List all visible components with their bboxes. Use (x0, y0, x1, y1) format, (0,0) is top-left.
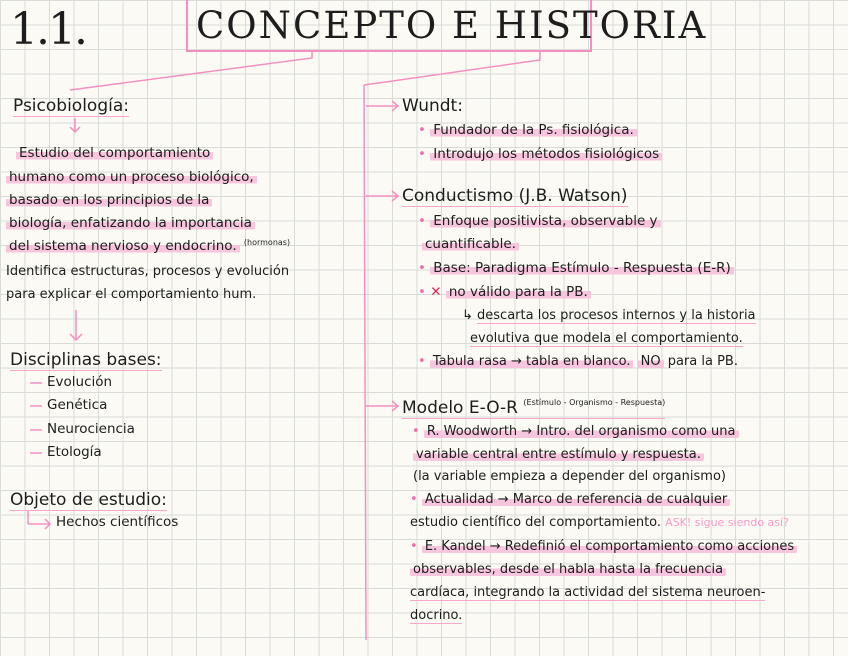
conductismo-base: • Base: Paradigma Estímulo - Respuesta (E-R) (418, 260, 734, 276)
kandel-line-3: cardíaca, integrando la actividad del sistema neuroen- (410, 585, 766, 600)
hormonas-note: (hormonas) (243, 238, 291, 247)
woodworth-line-3: (la variable empieza a depender del organismo) (413, 469, 726, 484)
estudio-line-4: biología, enfatizando la importancia (6, 215, 255, 231)
wundt-item-1: • Fundador de la Ps. fisiológica. (418, 122, 637, 138)
objeto-heading: Objeto de estudio: (10, 490, 167, 510)
estudio-line-2: humano como un proceso biológico, (6, 169, 257, 185)
psicobiologia-heading: Psicobiología: (13, 96, 129, 116)
identifica-line-1: Identifica estructuras, procesos y evolución (6, 264, 290, 279)
title-to-right-line (364, 52, 540, 85)
descarta-line-2: evolutiva que modela el comportamiento. (470, 331, 743, 346)
conductismo-line-1: • Enfoque positivista, observable y (418, 213, 661, 229)
ask-note: ASK! sigue siendo así? (665, 516, 789, 529)
disciplina-item-evolucion: Evolución (47, 374, 113, 390)
kandel-line-4: docrino. (410, 608, 463, 623)
conductismo-heading: Conductismo (J.B. Watson) (402, 186, 628, 206)
estudio-line-1: Estudio del comportamiento (16, 145, 213, 161)
disciplinas-heading: Disciplinas bases: (10, 350, 162, 370)
descarta-line-1: ↳ descarta los procesos internos y la historia (462, 308, 756, 323)
no-badge: NO (638, 354, 664, 369)
woodworth-line-1: • R. Woodworth → Intro. del organismo como una (412, 424, 739, 439)
cross-mark-icon: ✕ (430, 284, 442, 300)
disciplina-item-genetica: Genética (47, 397, 108, 413)
sub-arrow-icon: ↳ (462, 308, 478, 323)
no-valido-line: • ✕ no válido para la PB. (418, 284, 591, 300)
kandel-line-2: observables, desde el habla hasta la frecuencia (410, 562, 726, 577)
estudio-line-3: basado en los principios de la (6, 192, 212, 208)
estudio-line-5: del sistema nervioso y endocrino. $^{(hormonas)}$ (6, 238, 290, 254)
title-to-left-line (70, 52, 312, 90)
wundt-item-2: • Introdujo los métodos fisiológicos (418, 146, 662, 162)
right-trunk-line (364, 85, 366, 640)
wundt-heading: Wundt: (402, 96, 463, 116)
conductismo-line-2: cuantificable. (422, 236, 519, 252)
disciplina-item-neurociencia: Neurociencia (47, 421, 135, 437)
actualidad-line-1: • Actualidad → Marco de referencia de cualquier (410, 492, 730, 507)
objeto-item: Hechos científicos (56, 514, 179, 530)
identifica-line-2: para explicar el comportamiento hum. (6, 287, 257, 302)
woodworth-line-2: variable central entre estímulo y respuesta. (413, 447, 704, 462)
modelo-heading: Modelo E-O-R $^{(Estímulo - Organismo - Respuesta)}$ (402, 398, 666, 418)
section-number: 1.1. (10, 4, 86, 55)
disciplina-item-etologia: Etología (47, 444, 102, 460)
page-title: CONCEPTO E HISTORIA (196, 4, 708, 47)
kandel-line-1: • E. Kandel → Redefinió el comportamiento como acciones (410, 539, 797, 554)
actualidad-line-2: estudio científico del comportamiento. ASK! sigue siendo así? (410, 515, 789, 530)
tabula-line: • Tabula rasa → tabla en blanco. NO para la PB. (418, 354, 738, 369)
